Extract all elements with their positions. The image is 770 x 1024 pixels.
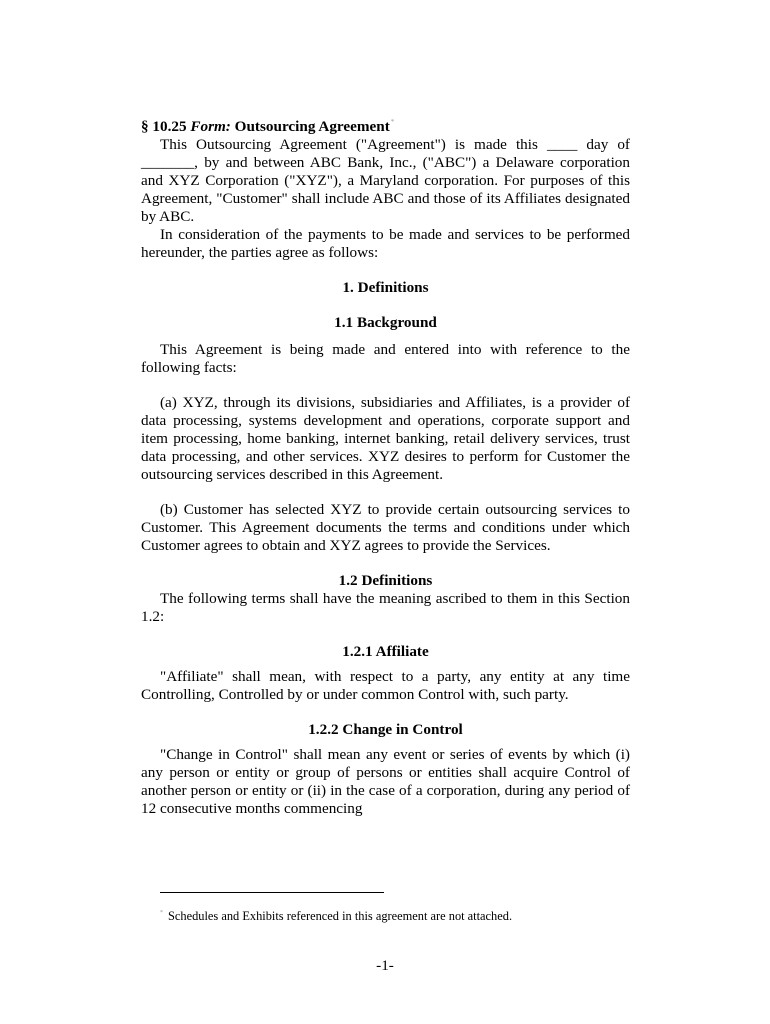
footnote-marker: * bbox=[160, 910, 163, 916]
form-label: Form: bbox=[190, 118, 231, 135]
heading-change-in-control: 1.2.2 Change in Control bbox=[308, 721, 463, 738]
heading-definitions-1-2: 1.2 Definitions bbox=[338, 572, 433, 589]
heading-definitions: 1. Definitions bbox=[342, 279, 429, 296]
footnote-text: Schedules and Exhibits referenced in this agreement are not attached. bbox=[168, 909, 513, 923]
section-number: § 10.25 bbox=[141, 118, 187, 135]
background-item-b: (b) Customer has selected XYZ to provide certain outsourcing services to Customer. This Agreement documents the terms and conditions under which Customer agrees to obtain and XYZ agrees to provide the Services. bbox=[141, 501, 630, 554]
affiliate-definition: "Affiliate" shall mean, with respect to a party, any entity at any time Controlling, Controlled by or under common Control with, such party. bbox=[141, 668, 630, 703]
heading-affiliate: 1.2.1 Affiliate bbox=[342, 643, 429, 660]
footnote bbox=[160, 906, 512, 924]
intro-paragraph-2: In consideration of the payments to be made and services to be performed hereunder, the parties agree as follows: bbox=[141, 226, 630, 261]
footnote-divider bbox=[160, 892, 384, 893]
background-paragraph: This Agreement is being made and entered into with reference to the following facts: bbox=[141, 341, 630, 376]
document-title bbox=[141, 113, 630, 136]
background-item-a: (a) XYZ, through its divisions, subsidiaries and Affiliates, is a provider of data processing, systems development and operations, corporate support and item processing, home banking, internet banking, retail delivery services, trust data processing, and other services. XYZ desires to perform for Customer the outsourcing services described in this Agreement. bbox=[141, 394, 630, 483]
page-number: -1- bbox=[376, 957, 394, 974]
definitions-intro-paragraph: The following terms shall have the meaning ascribed to them in this Section 1.2: bbox=[141, 590, 630, 625]
title-footnote-marker: * bbox=[390, 118, 395, 126]
intro-paragraph-1: This Outsourcing Agreement ("Agreement") is made this ____ day of _______, by and between ABC Bank, Inc., ("ABC") a Delaware corporation and XYZ Corporation ("XYZ"), a Maryland corporation. For purposes of this Agreement, "Customer" shall include ABC and those of its Affiliates designated by ABC. bbox=[141, 136, 630, 225]
change-in-control-definition: "Change in Control" shall mean any event or series of events by which (i) any person or entity or group of persons or entities shall acquire Control of another person or entity or (ii) in the case of a corporation, during any period of 12 consecutive months commencing bbox=[141, 746, 630, 817]
heading-background: 1.1 Background bbox=[334, 314, 437, 331]
document-page bbox=[141, 113, 630, 818]
title-name: Outsourcing Agreement bbox=[234, 118, 390, 135]
